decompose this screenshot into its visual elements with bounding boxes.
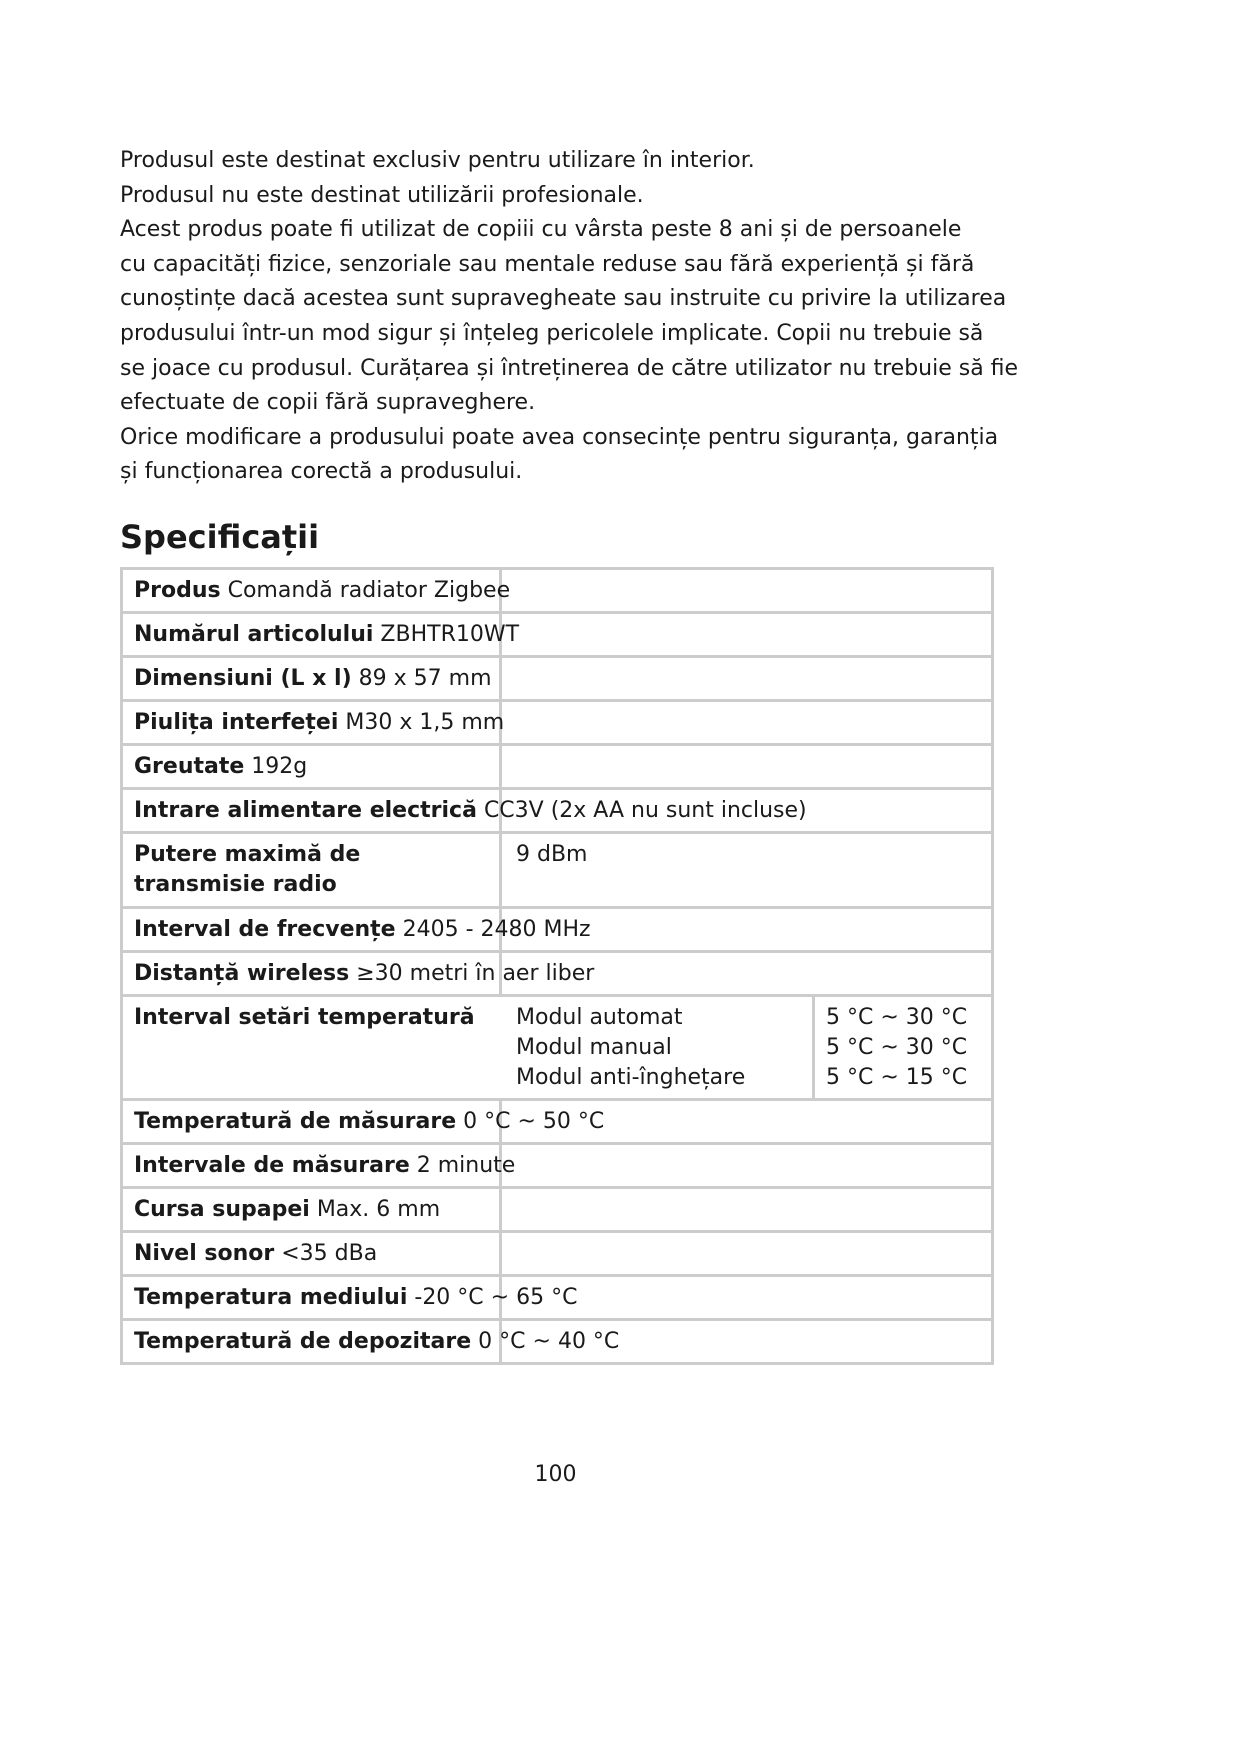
spec-empty-cell [501,745,993,789]
spec-empty-cell [501,1232,993,1276]
spec-value: 192g [251,753,308,779]
spec-empty-cell [501,1144,993,1188]
spec-row-ambient-temperature [122,1276,993,1320]
spec-label: Temperatura mediului [134,1284,408,1310]
spec-label: Greutate [134,753,245,779]
spec-row-wireless-distance [122,952,993,996]
spec-label: Produs [134,577,221,603]
spec-label-cell [122,613,520,657]
spec-label: Interval setări temperatură [134,1005,475,1030]
intro-line: cunoștințe dacă acestea sunt supravegheate sau instruite cu privire la utilizarea [120,286,1007,312]
spec-value: ZBHTR10WT [380,621,520,647]
spec-label: Piulița interfeței [134,709,339,735]
page-number: 100 [534,1462,577,1487]
spec-label: Temperatură de măsurare [134,1108,457,1134]
spec-label: Putere maximă de transmisie radio [134,842,361,897]
spec-value: CC3V (2x AA nu sunt incluse) [483,797,807,823]
spec-label: Numărul articolului [134,621,374,647]
spec-value: Max. 6 mm [316,1196,441,1222]
spec-label-cell [122,996,501,1100]
spec-row-product [122,569,993,613]
temperature-modes-cell [501,996,814,1100]
intro-line: efectuate de copii fără supraveghere. [120,390,536,416]
spec-empty-cell [501,657,993,701]
spec-row-storage-temperature [122,1320,993,1364]
spec-label: Nivel sonor [134,1240,275,1266]
spec-value: 2 minute [416,1152,516,1178]
spec-row-dimensions [122,657,993,701]
spec-label-cell [122,657,501,701]
specifications-table [120,567,994,1365]
spec-value: 89 x 57 mm [358,665,492,691]
spec-label-cell [122,1276,578,1320]
spec-value: 0 °C ~ 50 °C [463,1108,605,1134]
temperature-mode: Modul anti-înghețare [516,1065,746,1090]
spec-label: Dimensiuni (L x l) [134,665,352,691]
intro-line: cu capacități fizice, senzoriale sau mentale reduse sau fără experiență și fără [120,251,975,277]
temperature-ranges-cell [814,996,993,1100]
spec-empty-cell [501,1188,993,1232]
spec-value-cell [501,833,993,908]
intro-line: se joace cu produsul. Curățarea și întreținerea de către utilizator nu trebuie să fie [120,355,1019,381]
spec-label-cell [122,1188,501,1232]
spec-value: -20 °C ~ 65 °C [414,1284,578,1310]
intro-line: Acest produs poate fi utilizat de copiii cu vârsta peste 8 ani și de persoanele [120,217,962,243]
spec-label: Intervale de măsurare [134,1152,410,1178]
spec-label: Interval de frecvențe [134,916,396,942]
temperature-mode: Modul manual [516,1035,672,1060]
spec-label-cell [122,833,501,908]
temperature-ranges [815,997,991,1093]
spec-label-cell [122,569,511,613]
spec-value: M30 x 1,5 mm [345,709,505,735]
spec-label-cell [122,1144,516,1188]
spec-value: ≥30 metri în aer liber [356,960,595,986]
intro-line: și funcționarea corectă a produsului. [120,459,523,485]
spec-row-frequency [122,908,993,952]
intro-line: Produsul este destinat exclusiv pentru utilizare în interior. [120,148,755,173]
spec-label-cell [122,789,807,833]
spec-label-cell [122,701,505,745]
spec-label-cell [122,952,595,996]
temperature-range: 5 °C ~ 30 °C [826,1005,968,1030]
spec-row-noise-level [122,1232,993,1276]
spec-row-radio-power [122,833,993,908]
spec-label-cell [122,1100,605,1144]
temperature-mode: Modul automat [516,1005,683,1030]
spec-row-weight [122,745,993,789]
spec-row-power-input [122,789,993,833]
spec-label: Distanță wireless [134,960,350,986]
spec-label-cell [122,745,501,789]
spec-label: Cursa supapei [134,1196,310,1222]
spec-label: Temperatură de depozitare [134,1328,472,1354]
specifications-heading: Specificații [120,518,320,556]
temperature-range: 5 °C ~ 30 °C [826,1035,968,1060]
spec-value: <35 dBa [281,1240,378,1266]
intro-line: Orice modificare a produsului poate avea consecințe pentru siguranța, garanția [120,424,999,450]
spec-label-cell [122,1320,620,1364]
intro-line: Produsul nu este destinat utilizării profesionale. [120,182,644,208]
spec-value: 2405 - 2480 MHz [402,916,591,942]
spec-row-valve-stroke [122,1188,993,1232]
spec-label-cell [122,1232,501,1276]
spec-row-temperature-settings [122,996,993,1100]
spec-label: Intrare alimentare electrică [134,797,477,823]
spec-value: 9 dBm [516,842,588,867]
temperature-range: 5 °C ~ 15 °C [826,1065,968,1090]
intro-line: produsului într-un mod sigur și înțeleg pericolele implicate. Copii nu trebuie să [120,320,984,346]
spec-value: Comandă radiator Zigbee [227,577,511,603]
spec-empty-cell [501,569,993,613]
spec-row-measuring-temperature [122,1100,993,1144]
spec-row-measuring-intervals [122,1144,993,1188]
spec-row-article-number [122,613,993,657]
spec-empty-cell [501,613,993,657]
spec-value: 0 °C ~ 40 °C [478,1328,620,1354]
temperature-modes [502,997,812,1093]
spec-empty-cell [501,701,993,745]
spec-label-cell [122,908,591,952]
intro-paragraph [120,144,1019,490]
spec-row-interface-nut [122,701,993,745]
